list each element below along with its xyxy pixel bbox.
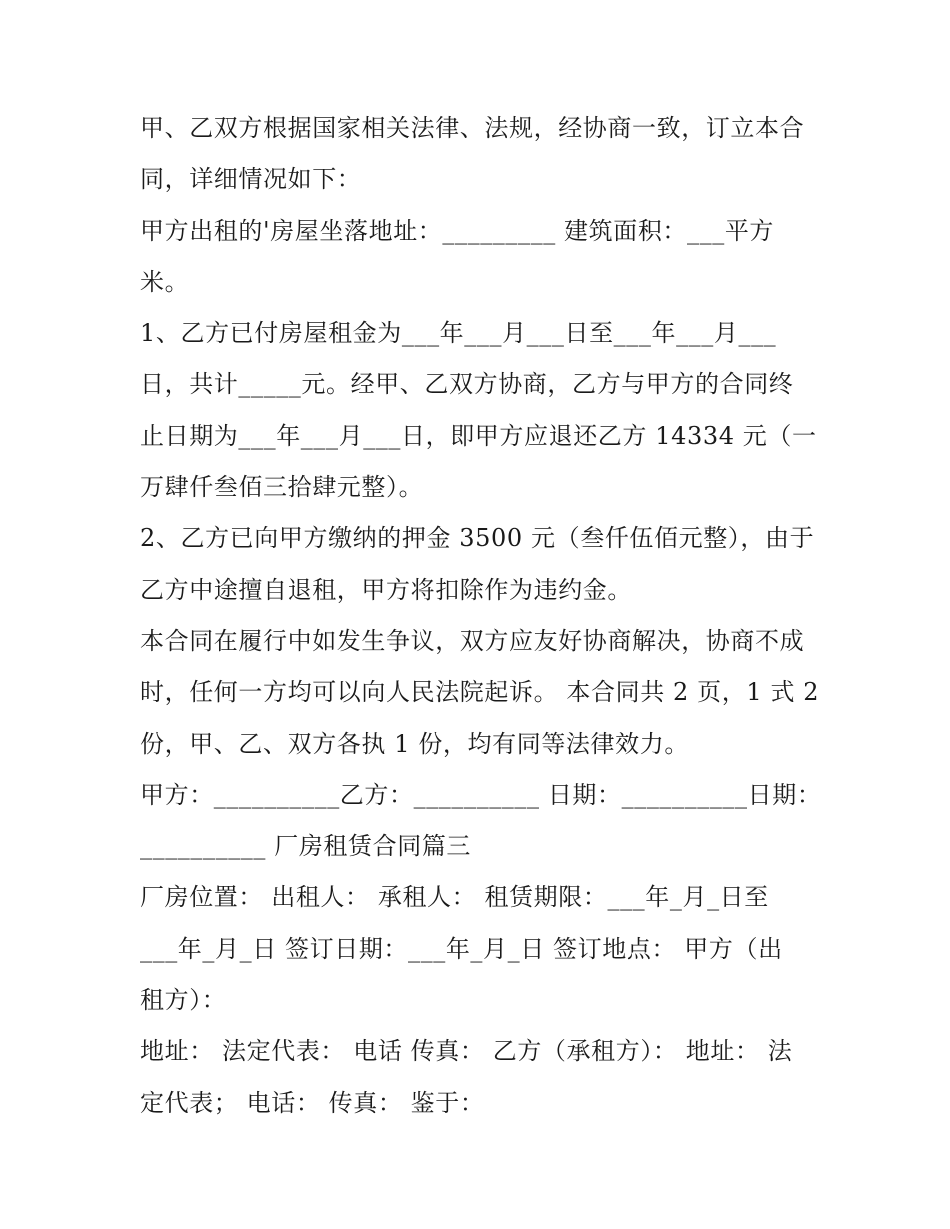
text-line: 止日期为___年___月___日，即甲方应退还乙方 14334 元（一: [140, 421, 817, 450]
text-line: 时，任何一方均可以向人民法院起诉。 本合同共 2 页，1 式 2: [140, 678, 820, 707]
text-line: 甲、乙双方根据国家相关法律、法规，经协商一致，订立本合: [140, 114, 805, 142]
text-line: 厂房位置： 出租人： 承租人： 租赁期限：___年_月_日至: [140, 883, 769, 912]
document-body: [140, 103, 820, 1129]
text-line: 租方）：: [140, 986, 227, 1015]
text-line: 日，共计_____元。经甲、乙双方协商，乙方与甲方的合同终: [140, 370, 794, 399]
text-line: ___年_月_日 签订日期：___年_月_日 签订地点： 甲方（出: [140, 934, 783, 963]
signature-line: 甲方：__________乙方：__________ 日期：__________日期：: [140, 780, 822, 809]
text-line: 1、乙方已付房屋租金为___年___月___日至___年___月___: [140, 319, 777, 348]
section-title-line: __________ 厂房租赁合同篇三: [140, 832, 472, 861]
text-line: 份，甲、乙、双方各执 1 份，均有同等法律效力。: [140, 729, 689, 758]
text-line: 甲方出租的'房屋坐落地址：_________ 建筑面积：___平方: [140, 216, 775, 245]
text-line: 同，详细情况如下：: [140, 165, 362, 194]
text-line: 米。: [140, 267, 190, 296]
text-line: 万肆仟叁佰三拾肆元整）。: [140, 473, 424, 502]
text-line: 地址： 法定代表： 电话 传真： 乙方（承租方）： 地址： 法: [140, 1037, 793, 1066]
text-line: 乙方中途擅自退租，甲方将扣除作为违约金。: [140, 575, 632, 604]
text-line: 2、乙方已向甲方缴纳的押金 3500 元（叁仟伍佰元整），由于: [140, 524, 815, 553]
text-line: 本合同在履行中如发生争议，双方应友好协商解决，协商不成: [140, 626, 805, 655]
text-line: 定代表； 电话： 传真： 鉴于：: [140, 1088, 485, 1117]
